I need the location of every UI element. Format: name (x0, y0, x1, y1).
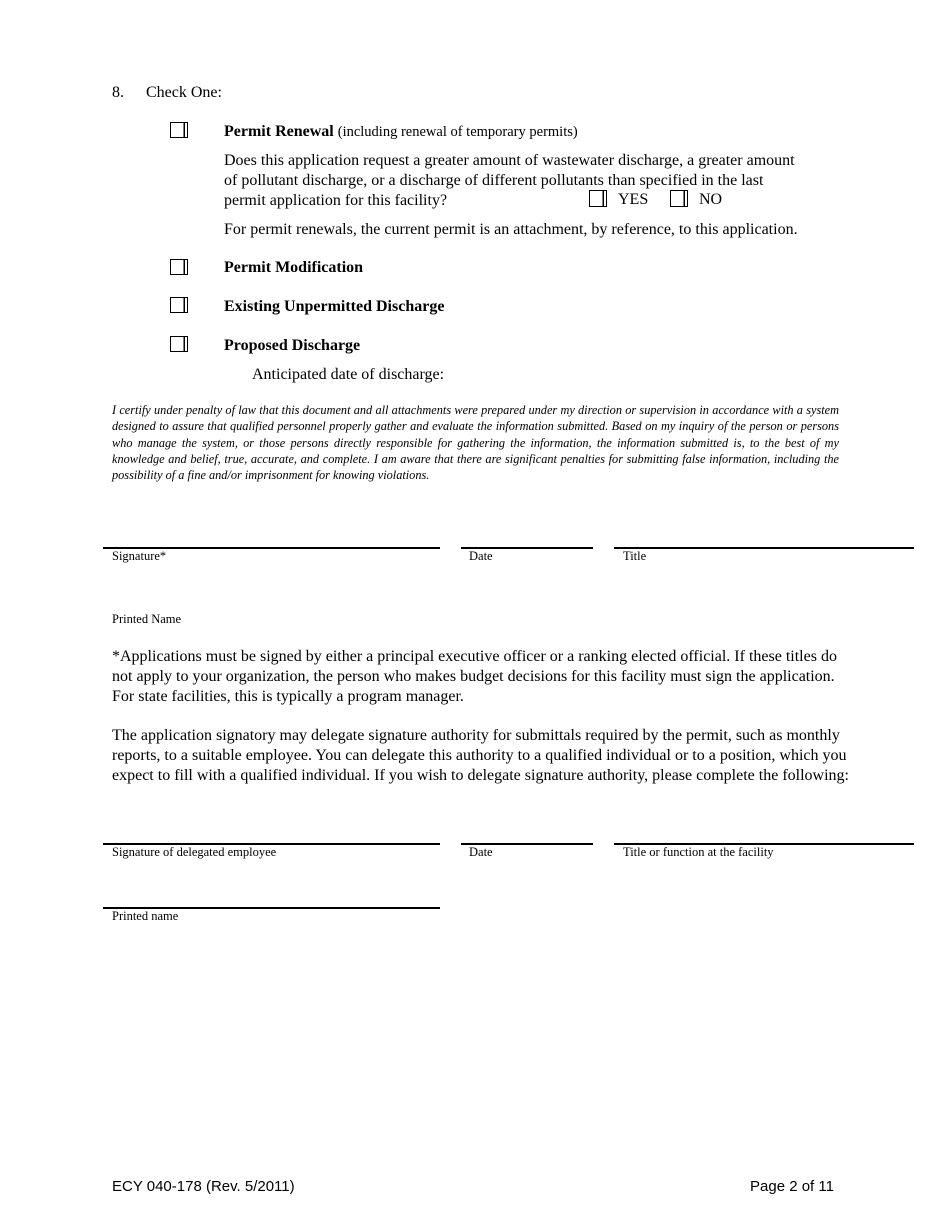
permit-renewal-note: (including renewal of temporary permits) (337, 124, 578, 140)
permit-modification-title-text: Permit Modification (224, 259, 364, 276)
renewal-question-line-2: of pollutant discharge, or a discharge of different pollutants than specified in the last (224, 172, 764, 189)
renewal-no-checkbox[interactable] (670, 190, 688, 207)
question-label: Check One: (146, 84, 222, 101)
proposed-discharge-title (224, 336, 360, 356)
delegated-signature-label: Signature of delegated employee (112, 845, 277, 859)
permit-renewal-title: Permit Renewal (224, 123, 334, 140)
permit-renewal-option (224, 122, 578, 142)
signature-label: Signature* (112, 549, 167, 563)
permit-modification-checkbox[interactable] (170, 259, 188, 275)
renewal-yes-checkbox[interactable] (589, 190, 607, 207)
unpermitted-discharge-checkbox[interactable] (170, 297, 188, 313)
printed-name-label: Printed Name (112, 612, 182, 626)
delegated-title-label: Title or function at the facility (623, 845, 774, 859)
proposed-discharge-checkbox[interactable] (170, 336, 188, 352)
renewal-no-label: NO (699, 191, 723, 208)
delegated-date-label: Date (469, 845, 493, 859)
renewal-question-line-1: Does this application request a greater amount of wastewater discharge, a greater amount (224, 152, 795, 169)
title-line[interactable] (614, 547, 914, 549)
date-label: Date (469, 549, 493, 563)
renewal-question (224, 151, 864, 211)
unpermitted-discharge-title-text: Existing Unpermitted Discharge (224, 298, 445, 315)
page-number: Page 2 of 11 (750, 1178, 834, 1195)
renewal-attachment-note: For permit renewals, the current permit is an attachment, by reference, to this application. (224, 221, 798, 238)
form-id: ECY 040-178 (Rev. 5/2011) (112, 1178, 295, 1195)
permit-modification-title (224, 258, 363, 278)
proposed-discharge-title-text: Proposed Discharge (224, 337, 361, 354)
unpermitted-discharge-title (224, 297, 444, 317)
renewal-yes-label: YES (618, 191, 649, 208)
permit-renewal-checkbox[interactable] (170, 122, 188, 138)
delegated-printed-name-label: Printed name (112, 909, 179, 923)
certification-statement: I certify under penalty of law that this document and all attachments were prepared under my direction or supervision in accordance with a system designed to assure that qualified personnel properly gather and evaluate the information submitted. Based on my inquiry of the person or persons who manage the system, or those persons directly responsible for gathering the information, the information submitted is, to the best of my knowledge and belief, true, accurate, and complete. I am aware that there are significant penalties for submitting false information, including the possibility of a fine and/or imprisonment for knowing violations. (112, 403, 839, 483)
renewal-question-line-3: permit application for this facility? (224, 192, 448, 209)
delegation-text: The application signatory may delegate signature authority for submittals required by the permit, such as monthly reports, to a suitable employee. You can delegate this authority to a qualified individual or to a position, which you expect to fill with a qualified individual. If you wish to delegate signature authority, please complete the following: (112, 727, 849, 784)
title-label: Title (623, 549, 647, 563)
signatory-footnote: *Applications must be signed by either a principal executive officer or a ranking elected official. If these titles do not apply to your organization, the person who makes budget decisions for this facility must sign the application. For state facilities, this is typically a program manager. (112, 648, 837, 705)
anticipated-date-label: Anticipated date of discharge: (252, 366, 445, 383)
question-number: 8. (112, 84, 124, 101)
